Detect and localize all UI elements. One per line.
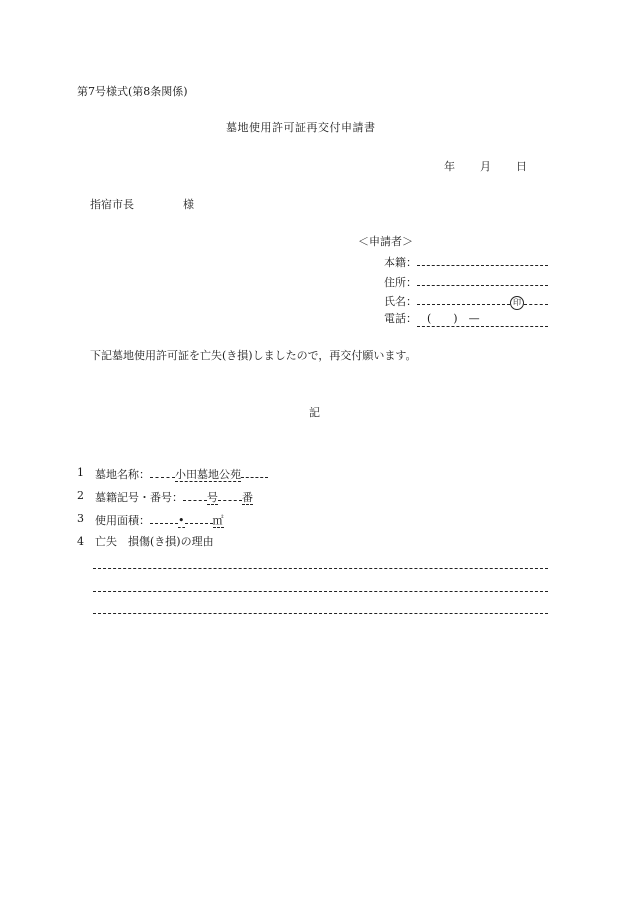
- address-label: 住所：: [384, 276, 417, 289]
- item1-number: 1: [77, 466, 84, 479]
- ki-heading: 記: [309, 406, 320, 419]
- item2-number: 2: [77, 489, 84, 502]
- item3-number: 3: [77, 512, 84, 525]
- name-field[interactable]: [417, 293, 510, 305]
- item2-go: 号: [207, 491, 218, 504]
- page-title: 墓地使用許可証再交付申請書: [226, 121, 376, 134]
- item3-row: [95, 512, 224, 528]
- phone-field[interactable]: [417, 312, 548, 327]
- reason-line-1[interactable]: [93, 568, 548, 569]
- applicant-phone-row: [384, 312, 548, 327]
- date-day-label: 日: [516, 160, 527, 173]
- name-field-tail: [524, 293, 548, 305]
- item2-ban: 番: [242, 491, 253, 504]
- applicant-honseki-row: [384, 254, 548, 270]
- addressee-honorific: 様: [183, 198, 194, 211]
- item2-label: 墓籍記号・番号：: [95, 491, 183, 504]
- item3-dec-field[interactable]: [185, 512, 213, 524]
- item3-dot: •: [178, 514, 185, 527]
- item3-int-field[interactable]: [150, 512, 178, 524]
- item1-lead: [150, 466, 175, 478]
- item2-number-field[interactable]: [183, 489, 207, 501]
- form-number: 第7号様式(第8条関係): [77, 85, 188, 98]
- item1-value[interactable]: 小田墓地公苑: [175, 468, 241, 481]
- address-field[interactable]: [417, 274, 548, 286]
- reason-line-2[interactable]: [93, 591, 548, 592]
- honseki-field[interactable]: [417, 254, 548, 266]
- phone-label: 電話：: [384, 312, 417, 325]
- applicant-address-row: [384, 274, 548, 290]
- item4-number: 4: [77, 535, 84, 548]
- name-label: 氏名：: [384, 295, 417, 308]
- applicant-heading: ＜申請者＞: [358, 235, 413, 248]
- item1-tail: [241, 466, 268, 478]
- item4-label: 亡失 損傷(き損)の理由: [95, 535, 214, 548]
- item2-ban-field[interactable]: [218, 489, 242, 501]
- reason-line-3[interactable]: [93, 613, 548, 614]
- phone-format: ( ) —: [427, 312, 480, 325]
- item3-unit: ㎡: [212, 514, 224, 527]
- date-month-label: 月: [480, 160, 491, 173]
- applicant-name-row: [384, 293, 548, 310]
- seal-icon: 印: [510, 296, 524, 310]
- item1-label: 墓地名称：: [95, 468, 150, 481]
- request-text: 下記墓地使用許可証を亡失(き損)しましたので，再交付願います。: [90, 349, 417, 362]
- item1-row: [95, 466, 268, 482]
- honseki-label: 本籍：: [384, 256, 417, 269]
- item2-row: [95, 489, 253, 505]
- date-year-label: 年: [444, 160, 455, 173]
- item3-label: 使用面積：: [95, 514, 150, 527]
- addressee-name: 指宿市長: [90, 198, 134, 211]
